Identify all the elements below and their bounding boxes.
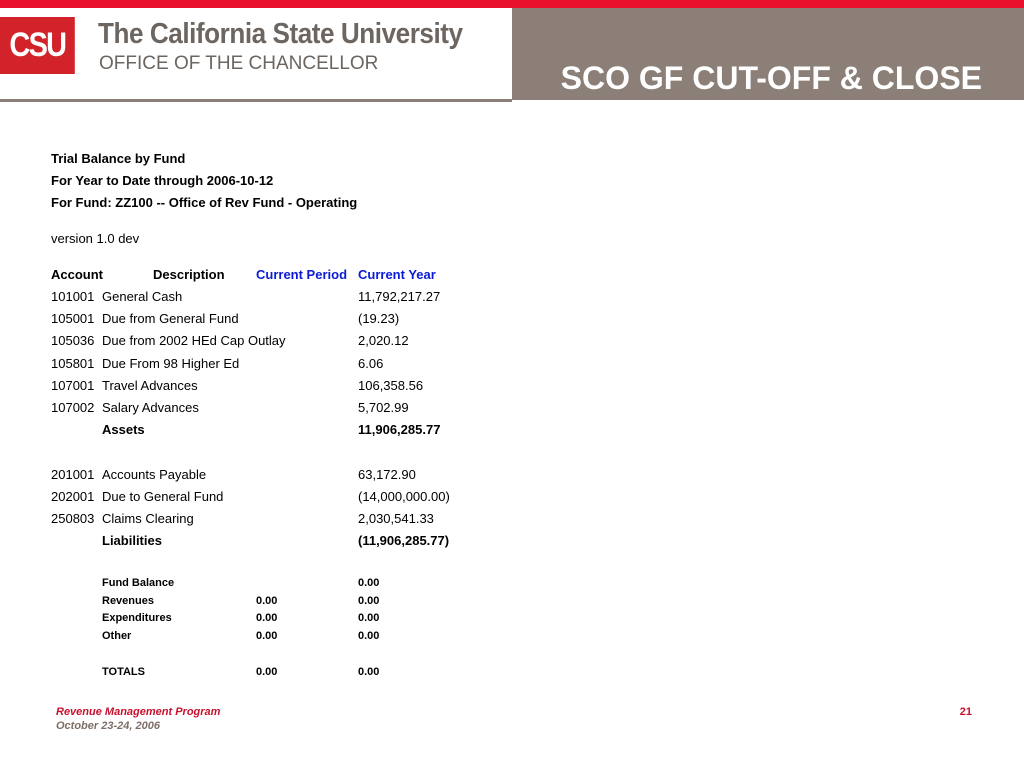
account-number: 202001 (51, 489, 95, 504)
header-divider (0, 99, 512, 102)
account-description: Salary Advances (102, 400, 199, 415)
account-description: General Cash (102, 289, 183, 304)
csu-logo: CSU (0, 17, 75, 74)
org-subtitle: OFFICE OF THE CHANCELLOR (99, 53, 379, 74)
footer-program: Revenue Management Program (56, 706, 221, 718)
totals-current-period: 0.00 (256, 666, 278, 678)
account-number: 107002 (51, 400, 95, 415)
subtotal-label: Liabilities (102, 533, 162, 548)
current-year-value: 2,030,541.33 (358, 511, 434, 526)
report-period: For Year to Date through 2006-10-12 (51, 173, 274, 188)
summary-label: Expenditures (102, 612, 172, 624)
column-header-current-period: Current Period (256, 267, 348, 282)
account-number: 101001 (51, 289, 95, 304)
account-number: 107001 (51, 378, 95, 393)
column-header-account: Account (51, 267, 103, 282)
summary-current-year: 0.00 (358, 612, 380, 624)
account-number: 105036 (51, 333, 95, 348)
account-description: Claims Clearing (102, 511, 194, 526)
account-number: 105801 (51, 356, 95, 371)
column-header-description: Description (153, 267, 225, 282)
subtotal-value: 11,906,285.77 (358, 422, 441, 437)
report-version: version 1.0 dev (51, 231, 140, 246)
current-year-value: 2,020.12 (358, 333, 409, 348)
account-number: 250803 (51, 511, 95, 526)
account-description: Due from General Fund (102, 311, 239, 326)
current-year-value: 5,702.99 (358, 400, 409, 415)
current-year-value: 63,172.90 (358, 467, 416, 482)
current-year-value: 106,358.56 (358, 378, 424, 393)
totals-label: TOTALS (102, 666, 145, 678)
summary-label: Revenues (102, 595, 154, 607)
summary-current-period: 0.00 (256, 612, 278, 624)
account-number: 201001 (51, 467, 95, 482)
current-year-value: (19.23) (358, 311, 400, 326)
page-number: 21 (959, 706, 972, 718)
current-year-value: 6.06 (358, 356, 384, 371)
current-year-value: 11,792,217.27 (358, 289, 441, 304)
account-description: Due to General Fund (102, 489, 224, 504)
footer-dates: October 23-24, 2006 (56, 720, 160, 732)
account-description: Due from 2002 HEd Cap Outlay (102, 333, 286, 348)
org-name: The California State University (98, 18, 463, 50)
report-fund: For Fund: ZZ100 -- Office of Rev Fund - Operating (51, 195, 358, 210)
top-accent-bar (0, 0, 1024, 8)
current-year-value: (14,000,000.00) (358, 489, 450, 504)
column-header-current-year: Current Year (358, 267, 436, 282)
summary-current-year: 0.00 (358, 577, 380, 589)
account-description: Travel Advances (102, 378, 198, 393)
subtotal-label: Assets (102, 422, 145, 437)
account-description: Accounts Payable (102, 467, 207, 482)
summary-current-year: 0.00 (358, 630, 380, 642)
summary-current-year: 0.00 (358, 595, 380, 607)
totals-current-year: 0.00 (358, 666, 380, 678)
account-number: 105001 (51, 311, 95, 326)
summary-label: Fund Balance (102, 577, 175, 589)
summary-current-period: 0.00 (256, 595, 278, 607)
account-description: Due From 98 Higher Ed (102, 356, 240, 371)
slide-title: SCO GF CUT-OFF & CLOSE (560, 60, 982, 96)
summary-label: Other (102, 630, 132, 642)
subtotal-value: (11,906,285.77) (358, 533, 450, 548)
summary-current-period: 0.00 (256, 630, 278, 642)
report-title: Trial Balance by Fund (51, 151, 186, 166)
